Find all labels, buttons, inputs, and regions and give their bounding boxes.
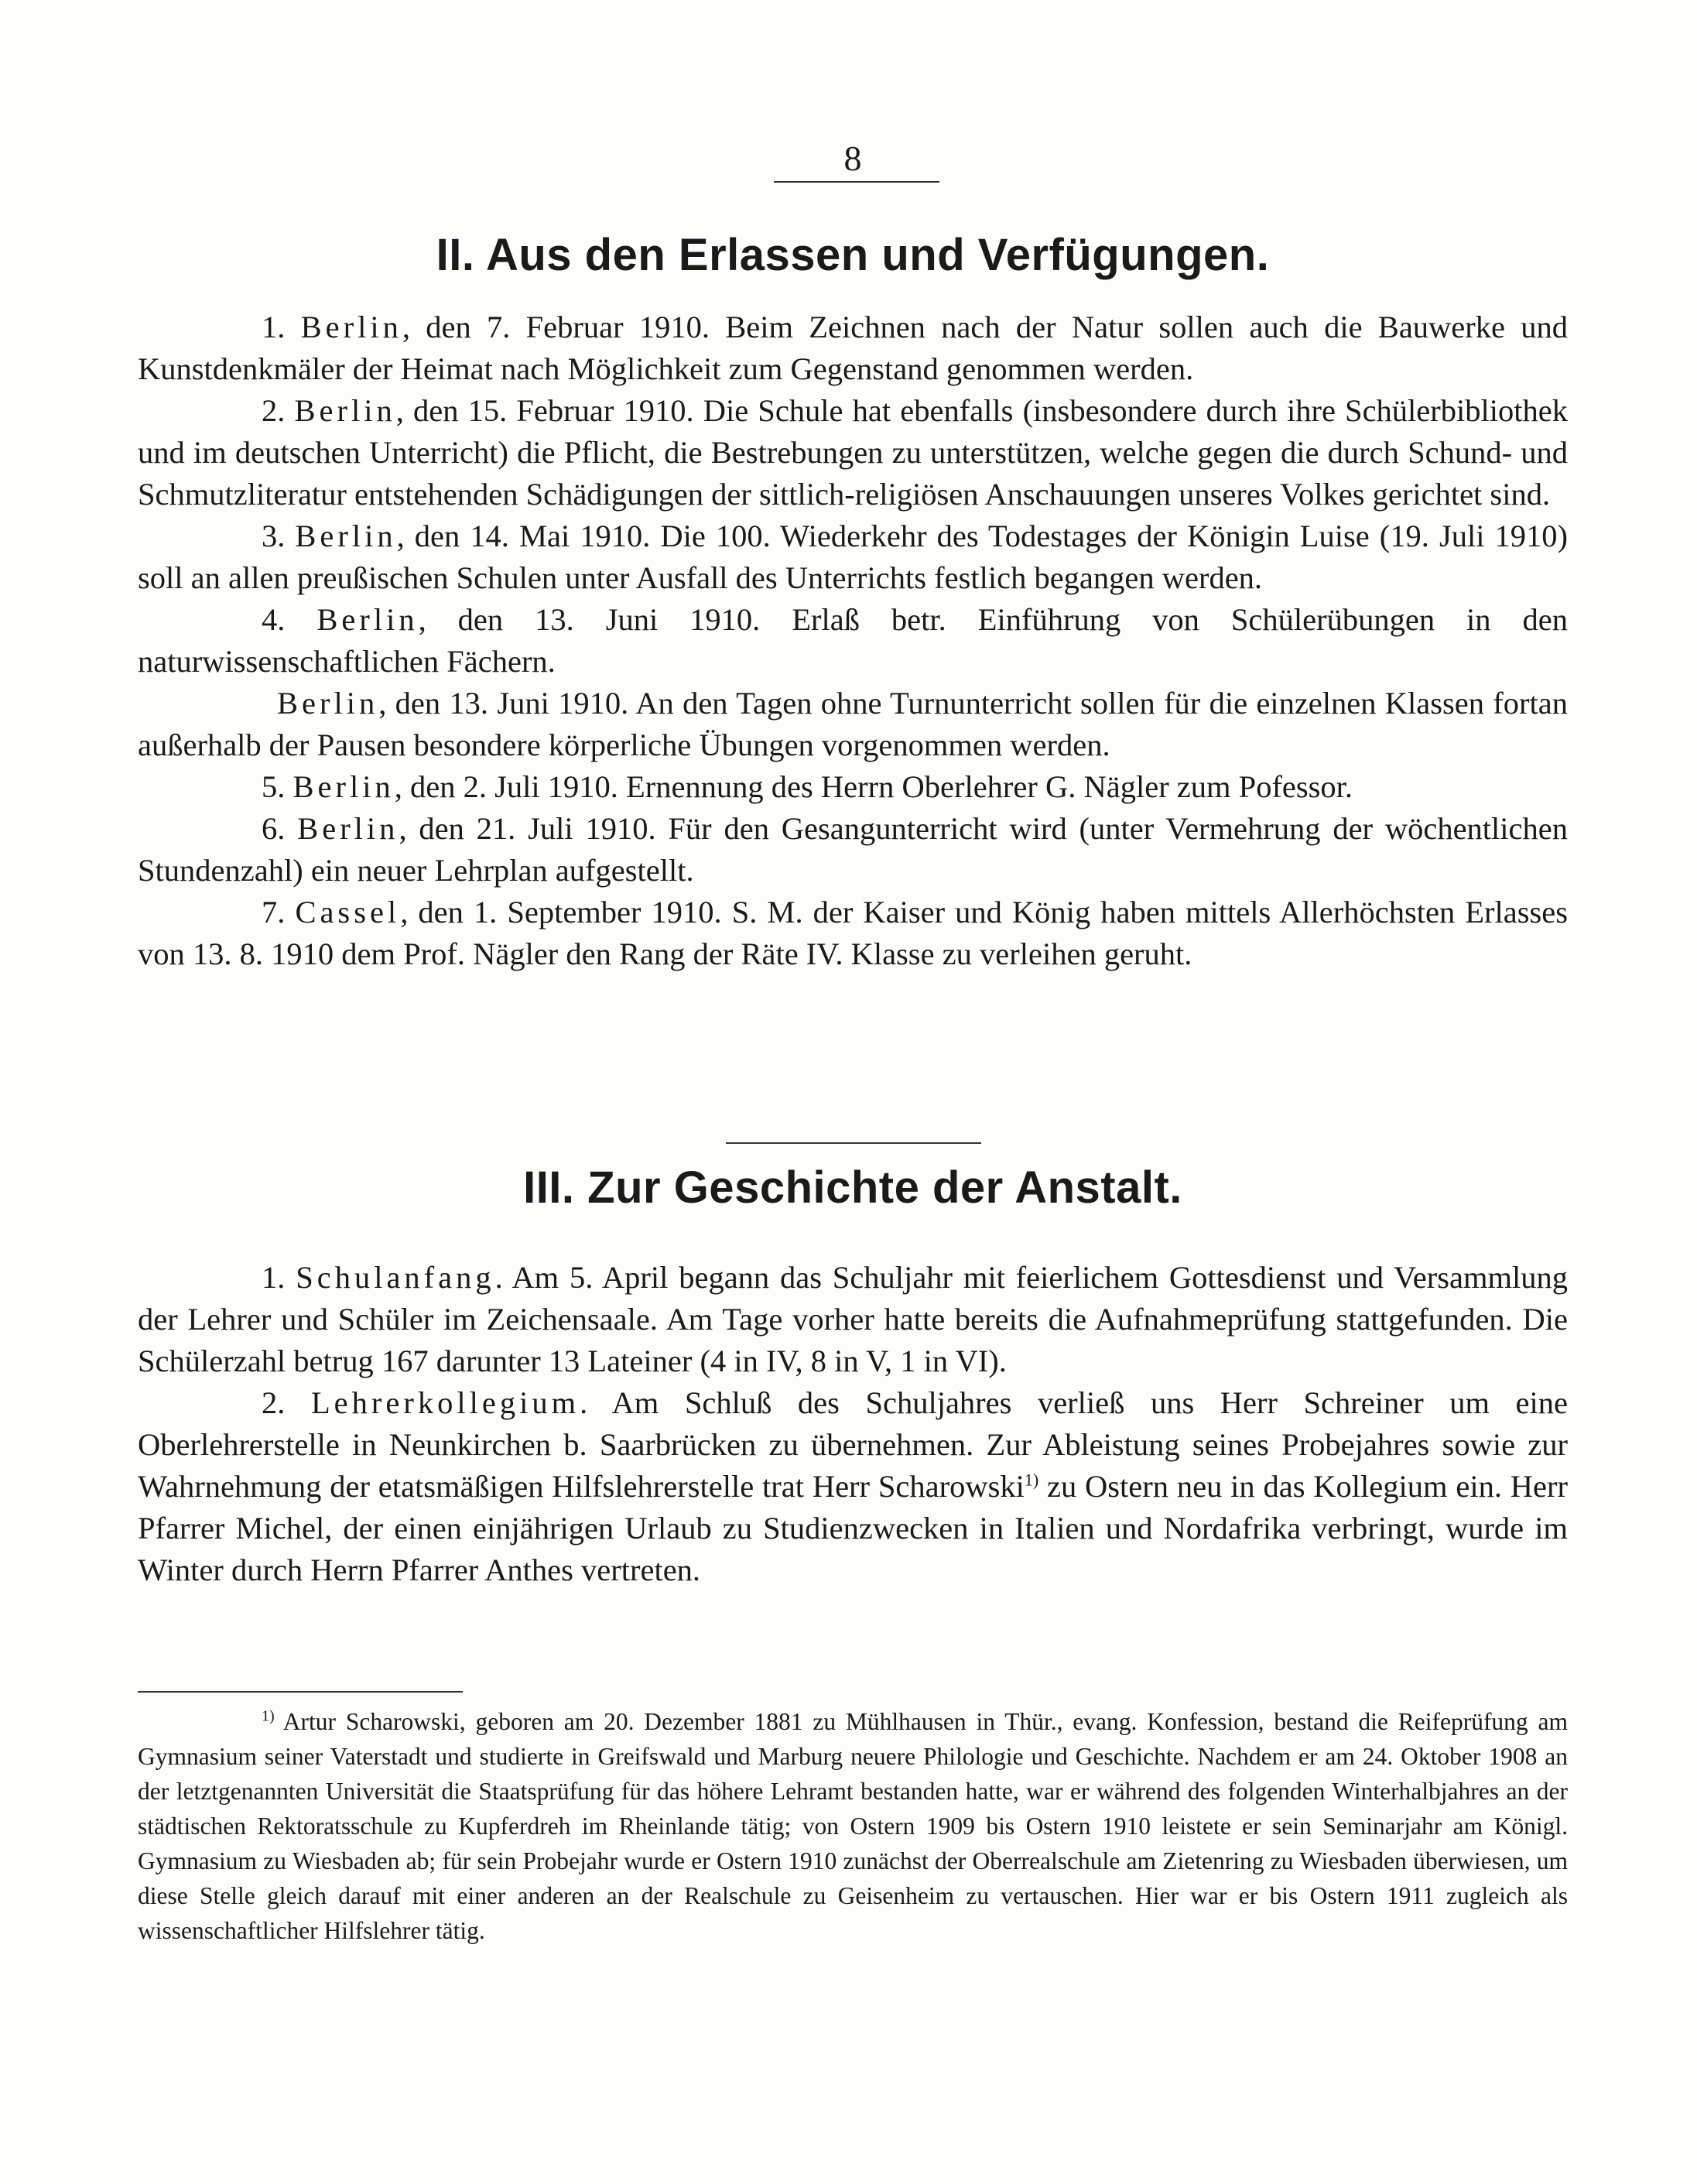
decree-paragraph: 3. Berlin, den 14. Mai 1910. Die 100. Wiederkehr des Todestages der Königin Luise (19. Juli 1910) soll an allen preußischen Schulen unter Ausfall des Unterrichts festlich begangen werden.	[138, 519, 1568, 595]
footnote-rule	[138, 1691, 463, 1693]
decree-paragraph: 4. Berlin, den 13. Juni 1910. Erlaß betr. Einführung von Schülerübungen in den naturwissenschaftlichen Fächern.	[138, 602, 1568, 679]
decree-paragraph: Berlin, den 13. Juni 1910. An den Tagen ohne Turnunterricht sollen für die einzelnen Klassen fortan außerhalb der Pausen besondere körperliche Übungen vorgenommen werden.	[138, 686, 1568, 762]
footnote-reference[interactable]: 1)	[1024, 1470, 1039, 1490]
history-paragraph: 1. Schulanfang. Am 5. April begann das Schuljahr mit feierlichem Gottesdienst und Versammlung der Lehrer und Schüler im Zeichensaale. Am Tage vorher hatte bereits die Aufnahmeprüfung stattgefunden. Die Schülerzahl betrug 167 darunter 13 Lateiner (4 in IV, 8 in V, 1 in VI).	[138, 1260, 1569, 1378]
decree-paragraph: 1. Berlin, den 7. Februar 1910. Beim Zeichnen nach der Natur sollen auch die Bauwerke und Kunstdenkmäler der Heimat nach Möglichkeit zum Gegenstand genommen werden.	[138, 310, 1569, 386]
section-3-title: III. Zur Geschichte der Anstalt.	[523, 1162, 1182, 1213]
decree-paragraph: 7. Cassel, den 1. September 1910. S. M. der Kaiser und König haben mittels Allerhöchsten Erlasses von 13. 8. 1910 dem Prof. Nägler den Rang der Räte IV. Klasse zu verleihen geruht.	[138, 895, 1569, 971]
decree-paragraph: 5. Berlin, den 2. Juli 1910. Ernennung des Herrn Oberlehrer G. Nägler zum Pofessor.	[262, 769, 1353, 804]
section-3-body	[138, 1257, 1568, 1591]
section-2-body	[138, 306, 1568, 975]
decree-paragraph: 6. Berlin, den 21. Juli 1910. Für den Gesangunterricht wird (unter Vermehrung der wöchentlichen Stundenzahl) ein neuer Lehrplan aufgestellt.	[138, 811, 1569, 888]
section-2-title: II. Aus den Erlassen und Verfügungen.	[436, 230, 1270, 280]
footnote-text: Artur Scharowski, geboren am 20. Dezember 1881 zu Mühlhausen in Thür., evang. Konfession, bestand die Reifeprüfung am Gymnasium seiner Vaterstadt und studierte in Greifswald und Marburg neuere Philologie und Geschichte. Nachdem er am 24. Oktober 1908 an der letztgenannten Universität die Staatsprüfung für das höhere Lehramt bestanden hatte, war er während des folgenden Winterhalbjahres an der städtischen Rektoratsschule zu Kupferdreh im Rheinlande tätig; von Ostern 1909 bis Ostern 1910 leistete er sein Seminarjahr am Königl. Gymnasium zu Wiesbaden ab; für sein Probejahr wurde er Ostern 1910 zunächst der Oberrealschule am Zietenring zu Wiesbaden überwiesen, um diese Stelle gleich darauf mit einer anderen an der Realschule zu Geisenheim zu vertauschen. Hier war er bis Ostern 1911 zugleich als wissenschaftlicher Hilfslehrer tätig.	[138, 1708, 1568, 1944]
history-paragraph: 2. Lehrerkollegium. Am Schluß des Schuljahres verließ uns Herr Schreiner um eine Oberlehrerstelle in Neunkirchen b. Saarbrücken zu übernehmen. Zur Ableistung seines Probejahres sowie zur Wahrnehmung der etatsmäßigen Hilfslehrerstelle trat Herr Scharowski$^{1)}$ zu Ostern neu in das Kollegium ein. Herr Pfarrer Michel, der einen einjährigen Urlaub zu Studienzwecken in Italien und Nordafrika verbringt, wurde im Winter durch Herrn Pfarrer Anthes vertreten.	[138, 1385, 1569, 1587]
footnote	[138, 1704, 1568, 1948]
section-divider	[726, 1142, 981, 1144]
page-number-rule	[774, 181, 939, 183]
footnote-marker: 1)	[262, 1707, 275, 1725]
page-number: 8	[843, 139, 862, 178]
decree-paragraph: 2. Berlin, den 15. Februar 1910. Die Schule hat ebenfalls (insbesondere durch ihre Schülerbibliothek und im deutschen Unterricht) die Pflicht, die Bestrebungen zu unterstützen, welche gegen die durch Schund- und Schmutzliteratur entstehenden Schädigungen der sittlich-religiösen Anschauungen unseres Volkes gerichtet sind.	[138, 393, 1569, 512]
